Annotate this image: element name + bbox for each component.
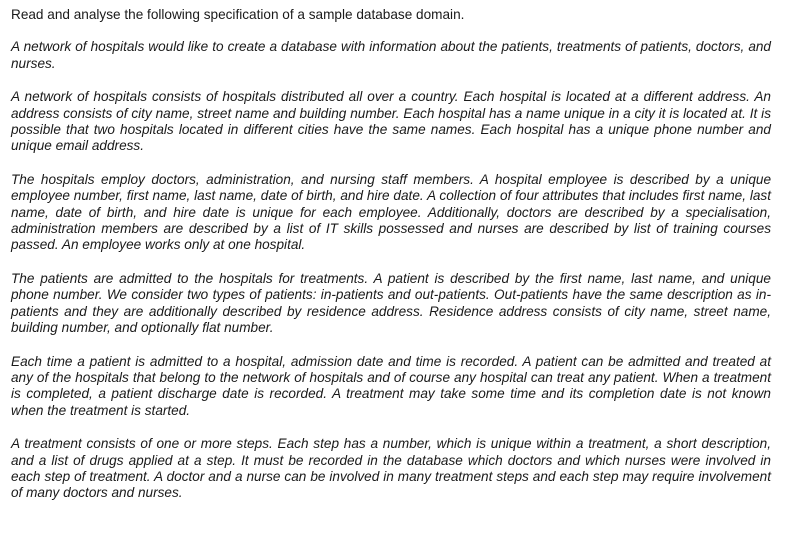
paragraph-overview: A network of hospitals would like to create a database with information about the patients, treatments of patients, doctors, and nurses.: [11, 39, 771, 71]
paragraph-hospitals: A network of hospitals consists of hospitals distributed all over a country. Each hospital is located at a different address. An address consists of city name, street name and building number. Each hospital has a name unique in a city it is located at. It is possible that two hospitals located in different cities have the same names. Each hospital has a unique phone number and unique email address.: [11, 89, 771, 154]
intro-instruction: Read and analyse the following specification of a sample database domain.: [11, 7, 465, 22]
paragraph-treatments: A treatment consists of one or more steps. Each step has a number, which is unique within a treatment, a short description, and a list of drugs applied at a step. It must be recorded in the database which doctors and which nurses were involved in each step of treatment. A doctor and a nurse can be involved in many treatment steps and each step may require involvement of many doctors and nurses.: [11, 436, 771, 501]
paragraph-patients: The patients are admitted to the hospitals for treatments. A patient is described by the first name, last name, and unique phone number. We consider two types of patients: in-patients and out-patients. Out-patients have the same description as in-patients and they are additionally described by residence address. Residence address consists of city name, street name, building number, and optionally flat number.: [11, 270, 771, 336]
paragraph-admissions: Each time a patient is admitted to a hospital, admission date and time is recorded. A patient can be admitted and treated at any of the hospitals that belong to the network of hospitals and of course any hospital can treat any patient. When a treatment is completed, a patient discharge date is recorded. A treatment may take some time and its completion date is not known when the treatment is started.: [11, 353, 771, 418]
paragraph-employees: The hospitals employ doctors, administration, and nursing staff members. A hospital employee is described by a unique employee number, first name, last name, date of birth, and hire date. A collection of four attributes that includes first name, last name, date of birth, and hire date is unique for each employee. Additionally, doctors are described by a specialisation, administration members are described by a list of IT skills possessed and nurses are described by list of training courses passed. An employee works only at one hospital.: [11, 171, 771, 253]
